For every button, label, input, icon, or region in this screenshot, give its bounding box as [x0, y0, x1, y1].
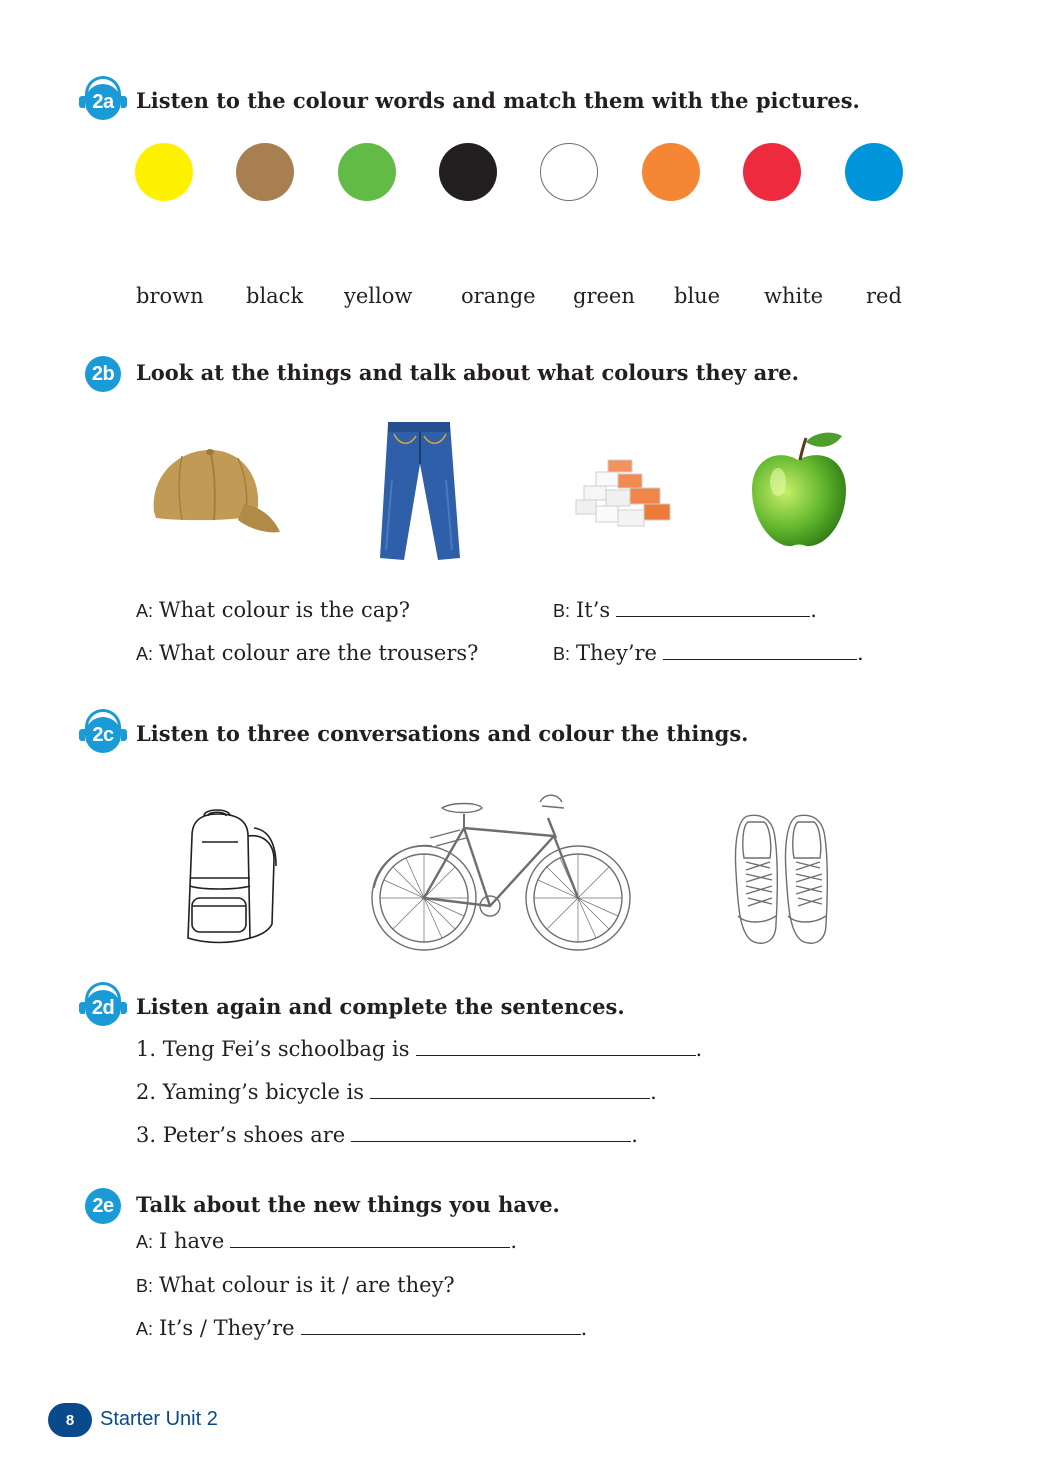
erasers-picture — [572, 458, 680, 530]
color-dot-6[interactable] — [642, 143, 700, 201]
sentence-2d-3[interactable]: 3. Peter’s shoes are . — [136, 1123, 638, 1147]
page-number: 8 — [48, 1403, 92, 1437]
color-word-yellow[interactable]: yellow — [344, 284, 413, 308]
instruction-2e: Talk about the new things you have. — [136, 1192, 560, 1217]
color-dot-3[interactable] — [338, 143, 396, 201]
answer-blank-bicycle[interactable] — [370, 1080, 650, 1099]
color-word-black[interactable]: black — [246, 284, 304, 308]
cap-picture — [148, 446, 282, 538]
apple-picture — [748, 430, 850, 552]
dialog-2b-row-2-question: A: What colour are the trousers? — [136, 641, 479, 665]
bicycle-outline-picture[interactable] — [366, 788, 640, 954]
dialog-2b-row-1-answer[interactable]: B: It’s . — [553, 598, 817, 622]
color-dot-2[interactable] — [236, 143, 294, 201]
answer-blank-colour[interactable] — [301, 1316, 581, 1335]
color-dot-8[interactable] — [845, 143, 903, 201]
answer-blank-schoolbag[interactable] — [416, 1037, 696, 1056]
dialog-2b-row-1-question: A: What colour is the cap? — [136, 598, 410, 622]
color-word-orange[interactable]: orange — [461, 284, 536, 308]
section-badge-2a: 2a — [85, 84, 121, 120]
dialog-2e-row-3[interactable]: A: It’s / They’re . — [136, 1316, 588, 1340]
instruction-2c: Listen to three conversations and colour the things. — [136, 721, 749, 746]
answer-blank-new-thing[interactable] — [230, 1229, 510, 1248]
unit-label: Starter Unit 2 — [100, 1408, 218, 1430]
color-dot-1[interactable] — [135, 143, 193, 201]
section-badge-2d: 2d — [85, 990, 121, 1026]
sentence-2d-2[interactable]: 2. Yaming’s bicycle is . — [136, 1080, 657, 1104]
color-dot-4[interactable] — [439, 143, 497, 201]
color-dot-5[interactable] — [540, 143, 598, 201]
section-badge-2e: 2e — [85, 1188, 121, 1224]
dialog-2e-row-2: B: What colour is it / are they? — [136, 1273, 455, 1297]
schoolbag-outline-picture[interactable] — [182, 806, 280, 948]
instruction-2a: Listen to the colour words and match them with the pictures. — [136, 88, 860, 113]
sentence-2d-1[interactable]: 1. Teng Fei’s schoolbag is . — [136, 1037, 703, 1061]
answer-blank-cap[interactable] — [616, 598, 810, 617]
color-word-white[interactable]: white — [764, 284, 824, 308]
color-word-green[interactable]: green — [573, 284, 635, 308]
color-dot-7[interactable] — [743, 143, 801, 201]
instruction-2b: Look at the things and talk about what colours they are. — [136, 360, 799, 385]
dialog-2e-row-1[interactable]: A: I have . — [136, 1229, 518, 1253]
color-word-blue[interactable]: blue — [674, 284, 721, 308]
section-badge-2c: 2c — [85, 717, 121, 753]
color-word-brown[interactable]: brown — [136, 284, 204, 308]
answer-blank-trousers[interactable] — [663, 641, 857, 660]
section-badge-2b: 2b — [85, 356, 121, 392]
answer-blank-shoes[interactable] — [351, 1123, 631, 1142]
shoes-outline-picture[interactable] — [734, 812, 830, 948]
trousers-picture — [376, 420, 462, 564]
dialog-2b-row-2-answer[interactable]: B: They’re . — [553, 641, 864, 665]
color-word-red[interactable]: red — [866, 284, 902, 308]
instruction-2d: Listen again and complete the sentences. — [136, 994, 625, 1019]
